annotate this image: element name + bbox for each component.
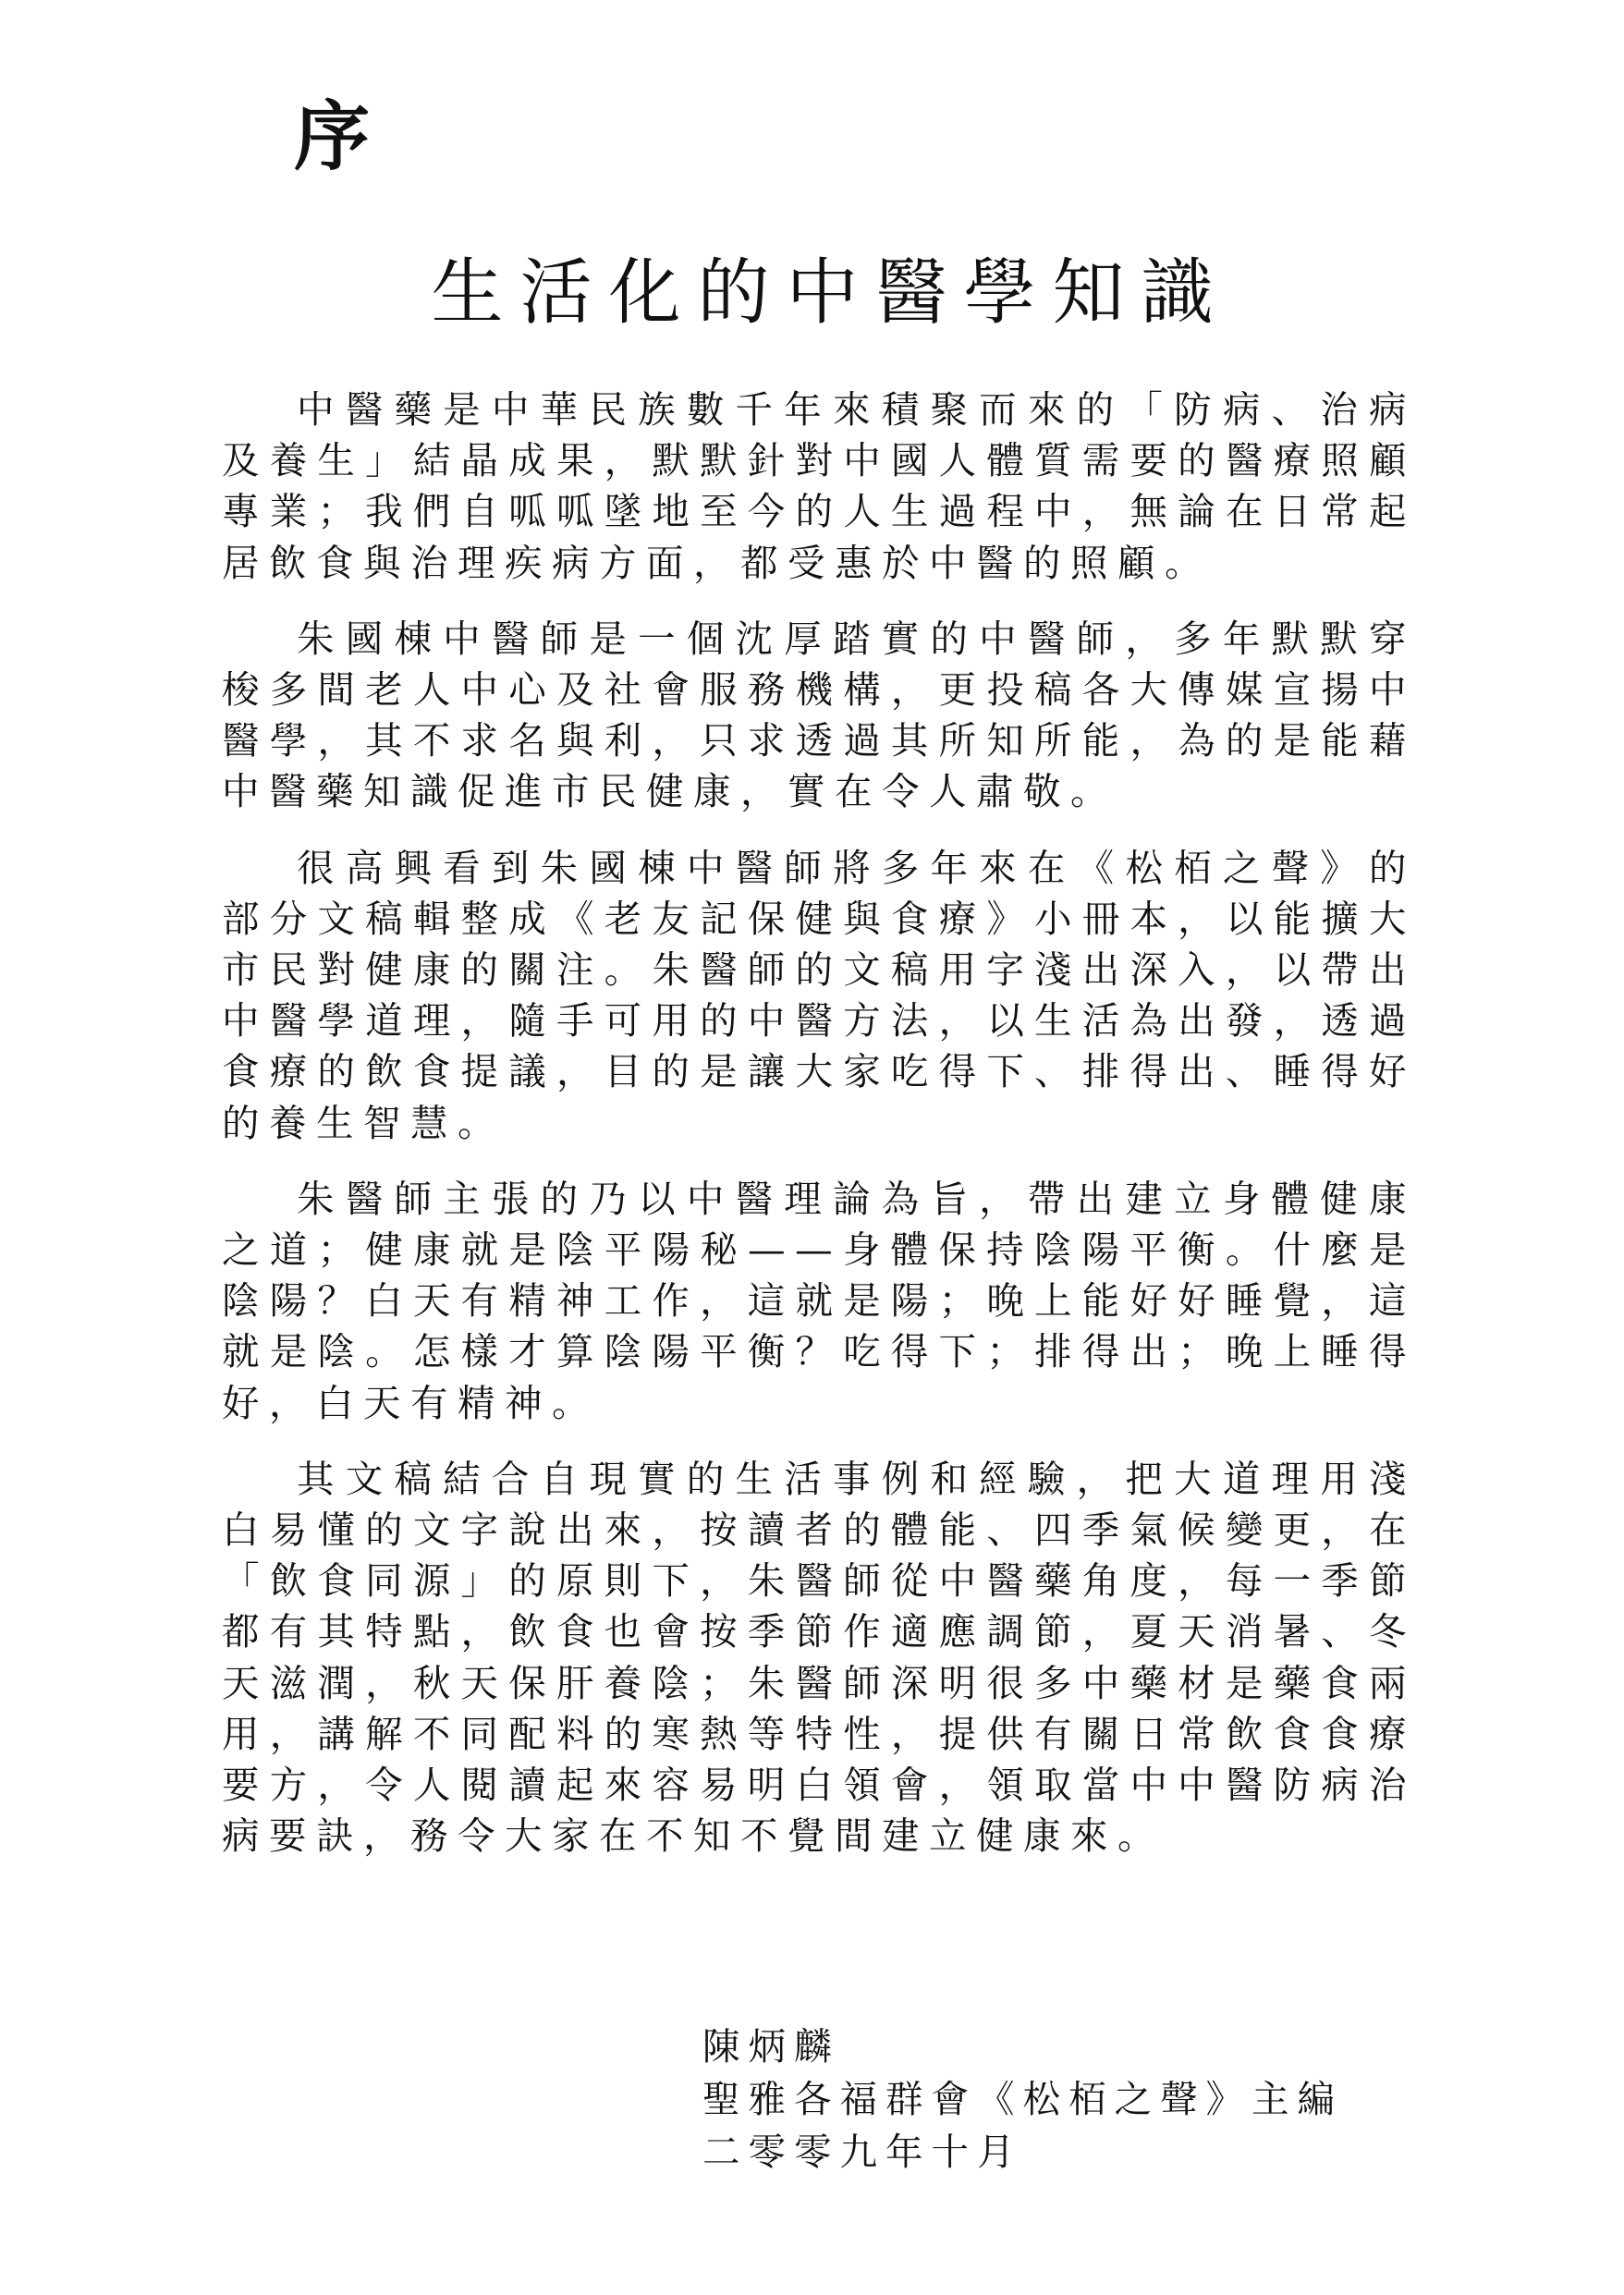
paragraph-3: 很高興看到朱國棟中醫師將多年來在《松栢之聲》的部分文稿輯整成《老友記保健與食療》小冊本，以能擴大市民對健康的關注。朱醫師的文稿用字淺出深入，以帶出中醫學道理，隨手可用的中醫方法，以生活為出發，透過食療的飲食提議，目的是讓大家吃得下、排得出、睡得好的養生智慧。 bbox=[222, 845, 1416, 1145]
signature-position: 聖雅各福群會《松栢之聲》主編 bbox=[702, 2077, 1343, 2121]
paragraph-2: 朱國棟中醫師是一個沈厚踏實的中醫師，多年默默穿梭多間老人中心及社會服務機構，更投稿各大傳媒宣揚中醫學，其不求名與利，只求透過其所知所能，為的是能藉中醫藥知識促進市民健康，實在令人肅敬。 bbox=[222, 616, 1416, 814]
paragraph-4: 朱醫師主張的乃以中醫理論為旨，帶出建立身體健康之道；健康就是陰平陽秘——身體保持陰陽平衡。什麼是陰陽？白天有精神工作，這就是陽；晚上能好好睡覺，這就是陰。怎樣才算陰陽平衡？吃得下；排得出；晚上睡得好，白天有精神。 bbox=[222, 1176, 1416, 1425]
preface-body bbox=[222, 385, 1416, 1886]
paragraph-5: 其文稿結合自現實的生活事例和經驗，把大道理用淺白易懂的文字說出來，按讀者的體能、四季氣候變更，在「飲食同源」的原則下，朱醫師從中醫藥角度，每一季節都有其特點，飲食也會按季節作適應調節，夏天消暑、冬天滋潤，秋天保肝養陰；朱醫師深明很多中藥材是藥食兩用，講解不同配料的寒熱等特性，提供有關日常飲食食療要方，令人閱讀起來容易明白領會，領取當中中醫防病治病要訣，務令大家在不知不覺間建立健康來。 bbox=[222, 1456, 1416, 1859]
signature-block bbox=[702, 2020, 1343, 2179]
page-title: 生活化的中醫學知識 bbox=[431, 251, 1230, 335]
paragraph-1: 中醫藥是中華民族數千年來積聚而來的「防病、治病及養生」結晶成果，默默針對中國人體質需要的醫療照顧專業；我們自呱呱墜地至今的人生過程中，無論在日常起居飲食與治理疾病方面，都受惠於中醫的照顧。 bbox=[222, 387, 1416, 585]
signature-date: 二零零九年十月 bbox=[702, 2130, 1023, 2174]
signature-name: 陳炳麟 bbox=[702, 2024, 840, 2069]
section-label: 序 bbox=[294, 93, 371, 181]
